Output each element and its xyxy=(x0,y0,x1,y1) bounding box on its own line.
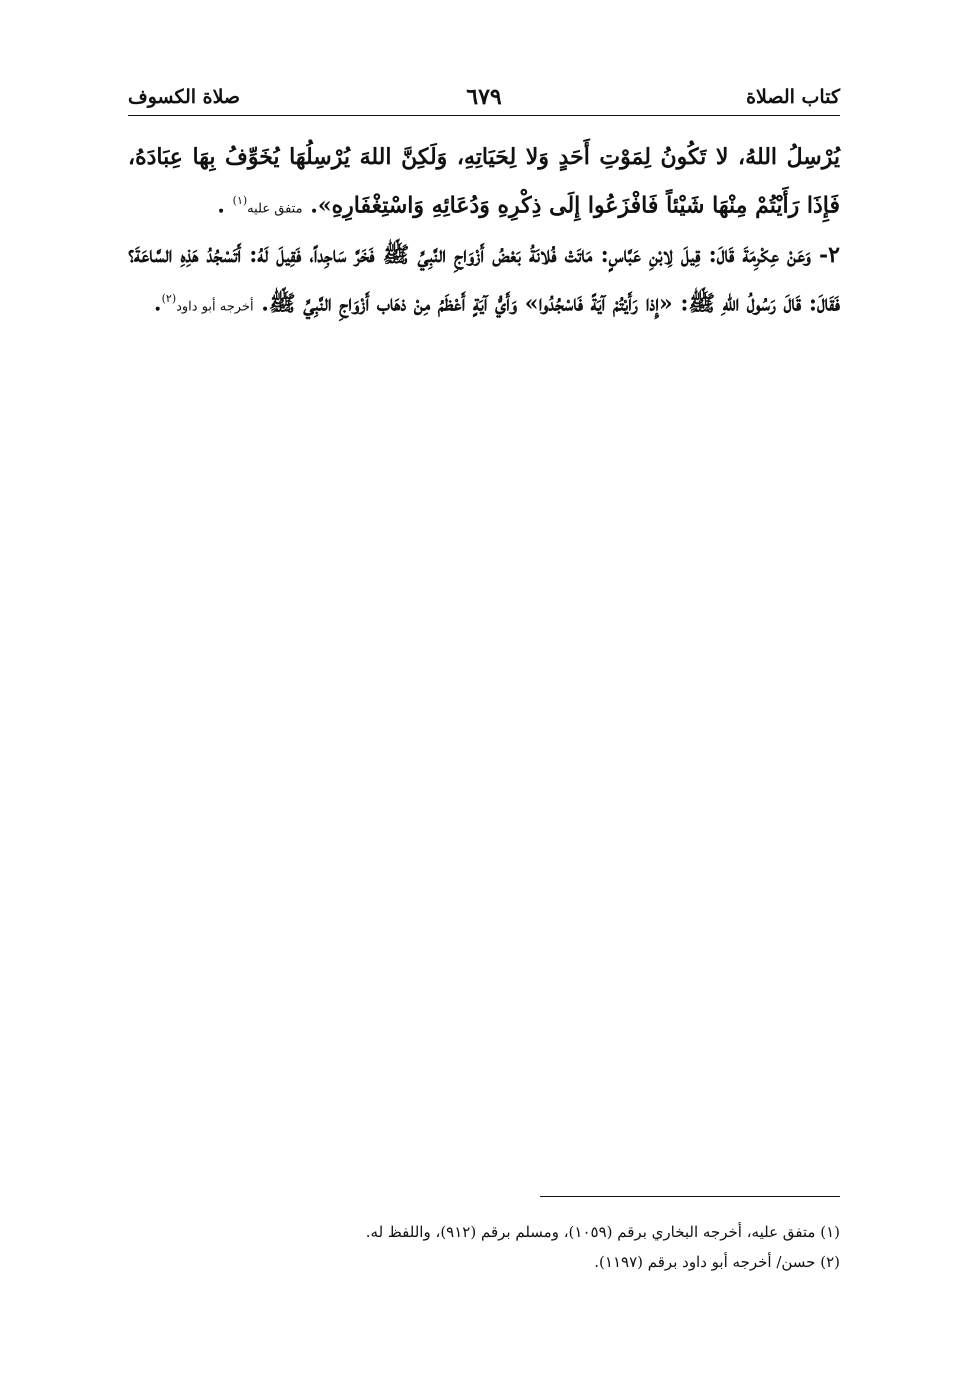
hadith-2-text: ٢- وَعَنْ عِكْرِمَةَ قَالَ: قِيلَ لِابْنِ عَبَّاسٍ: مَاتَتْ فُلانَةُ بَعْضُ أَزْوَاجِ النَّبِيِّ ﷺ فَخَرَّ سَاجِداً، فَقِيلَ لَهُ: أَتَسْجُدُ هَذِهِ السَّاعَةَ؟ فَقَالَ: قَالَ رَسُولُ اللهِ ﷺ: «إِذا رَأَيْتُمْ آيَةً فَاسْجُدُوا» وَأَيُّ آيَةٍ أَعْظَمُ مِنْ ذهَاب أَزْوَاجِ النَّبِيِّ ﷺ. xyxy=(128,242,840,317)
footnote-1: (١) متفق عليه، أخرجه البخاري برقم (١٠٥٩)، ومسلم برقم (٩١٢)، واللفظ له. xyxy=(365,1223,840,1241)
footnote-ref-2[interactable]: (٢) xyxy=(161,292,177,306)
footnote-2: (٢) حسن/ أخرجه أبو داود برقم (١١٩٧). xyxy=(594,1253,840,1271)
hadith-2-end: . xyxy=(153,290,162,317)
hadith-paragraph-2 xyxy=(128,234,840,328)
hadith-2-source: أخرجه أبو داود xyxy=(176,299,254,315)
hadith-1-source: متفق عليه xyxy=(247,201,303,217)
running-header xyxy=(128,84,840,114)
main-text xyxy=(128,136,840,329)
footnote-ref-1[interactable]: (١) xyxy=(232,194,248,207)
chapter-title: صلاة الكسوف xyxy=(128,86,241,108)
footnotes xyxy=(128,1217,840,1277)
hadith-1-end: . xyxy=(217,192,225,219)
footnote-divider xyxy=(540,1196,840,1197)
hadith-1-text: يُرْسِلُ اللهُ، لا تَكُونُ لِمَوْتِ أَحَدٍ وَلا لِحَيَاتِهِ، وَلَكِنَّ اللهَ يُرْسِلُهَا يُخَوِّفُ بِهَا عِبَادَهُ، فَإِذَا رَأَيْتُمْ مِنْهَا شَيْئاً فَافْزَعُوا إِلَى ذِكْرِهِ وَدُعَائِهِ وَاسْتِغْفَارِهِ». xyxy=(128,144,840,219)
header-divider xyxy=(128,115,840,116)
book-title: كتاب الصلاة xyxy=(746,86,840,108)
hadith-paragraph-1 xyxy=(128,136,840,230)
page-number: ٦٧٩ xyxy=(466,84,502,110)
